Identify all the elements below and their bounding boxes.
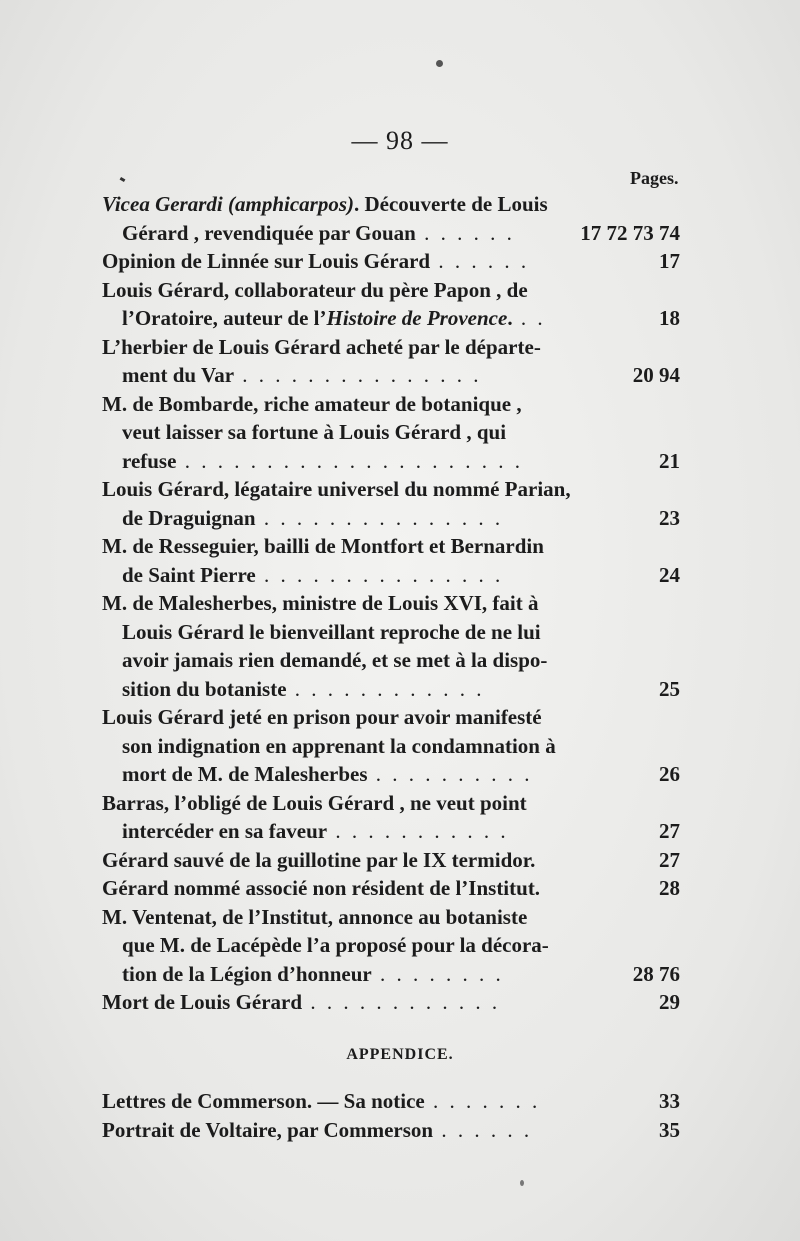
- entry-text: mort de M. de Malesherbes: [122, 762, 368, 786]
- entry-line: [102, 390, 680, 419]
- entry-text: Gérard nommé associé non résident de l’Institut.: [102, 876, 541, 900]
- dot-leader: . . . . . . . . . .: [367, 762, 533, 786]
- entry-line: [102, 789, 680, 818]
- dot-leader: . . . . . .: [433, 1117, 533, 1142]
- entry-line: [102, 1116, 680, 1145]
- entry-italic-text: Vicea Gerardi (amphicarpos): [102, 192, 354, 216]
- page-reference: 21: [659, 448, 680, 473]
- toc-entry: [102, 903, 680, 989]
- entry-text: l’Oratoire, auteur de l’: [122, 306, 327, 330]
- entry-text: Louis Gérard jeté en prison pour avoir manifesté: [102, 705, 542, 729]
- dot-leader: . . . . . .: [430, 249, 530, 273]
- ink-spot: [436, 60, 443, 67]
- toc-entry: [102, 874, 680, 903]
- entry-text: avoir jamais rien demandé, et se met à la dispo-: [122, 648, 548, 672]
- dot-leader: . . . . . . . .: [371, 961, 504, 986]
- entry-text: L’herbier de Louis Gérard acheté par le départe-: [102, 334, 541, 359]
- entry-line: [102, 190, 680, 219]
- page-reference: 26: [659, 762, 680, 786]
- dot-leader: . . . . . . . . . . . .: [302, 990, 501, 1014]
- dot-leader: . . . . . . . . . . .: [327, 819, 509, 843]
- toc-entry: [102, 1087, 680, 1116]
- entry-line: [102, 703, 680, 732]
- entry-italic-text: Histoire de Provence: [326, 306, 508, 330]
- entry-text: que M. de Lacépède l’a proposé pour la décora-: [122, 933, 549, 957]
- entry-text: sition du botaniste: [122, 676, 287, 701]
- toc-entry: [102, 190, 680, 247]
- entry-text: M. Ventenat, de l’Institut, annonce au botaniste: [102, 904, 528, 929]
- entry-text: Barras, l’obligé de Louis Gérard , ne veut point: [102, 790, 527, 815]
- dot-leader: . . . . . . .: [424, 1089, 541, 1113]
- entry-text: Louis Gérard, collaborateur du père Papon , de: [102, 277, 528, 302]
- page-reference: 29: [659, 990, 680, 1014]
- toc-entry: [102, 276, 680, 333]
- entry-text: veut laisser sa fortune à Louis Gérard , qui: [122, 420, 507, 444]
- dot-leader: . .: [512, 306, 546, 330]
- entry-text: . Découverte de Louis: [354, 192, 548, 216]
- entry-text: intercéder en sa faveur: [122, 819, 328, 843]
- entry-line: [102, 561, 680, 590]
- dot-leader: . . . . . . . . . . . . . . .: [255, 562, 504, 587]
- entry-line: [102, 618, 680, 647]
- entry-text: M. de Bombarde, riche amateur de botanique ,: [102, 391, 522, 416]
- toc-entry: [102, 988, 680, 1017]
- entry-line: [102, 333, 680, 362]
- entry-text: Portrait de Voltaire, par Commerson: [102, 1117, 434, 1142]
- entry-line: [102, 532, 680, 561]
- entry-line: [102, 874, 680, 903]
- toc-entry: [102, 789, 680, 846]
- page-reference: 23: [659, 505, 680, 530]
- page-reference: 24: [659, 562, 680, 587]
- entry-text: de Draguignan: [122, 505, 256, 530]
- entry-text: Gérard , revendiquée par Gouan: [122, 220, 416, 245]
- entry-text: Mort de Louis Gérard: [102, 990, 303, 1014]
- entry-line: [102, 846, 680, 875]
- entry-text: M. de Malesherbes, ministre de Louis XVI, fait à: [102, 591, 539, 615]
- entry-text: Gérard sauvé de la guillotine par le IX termidor.: [102, 847, 536, 872]
- appendix-contents: [102, 1087, 680, 1144]
- page-reference: 27: [659, 819, 680, 843]
- page-reference: 28: [659, 876, 680, 900]
- page-reference: 17 72 73 74: [580, 220, 680, 245]
- entry-line: [102, 276, 680, 305]
- entry-line: [102, 1087, 680, 1116]
- table-of-contents: [102, 190, 680, 1017]
- entry-line: [102, 418, 680, 447]
- entry-text: Opinion de Linnée sur Louis Gérard: [102, 249, 431, 273]
- page-reference: 25: [659, 676, 680, 701]
- ink-mark: [120, 177, 126, 182]
- pages-column-header: Pages.: [630, 168, 679, 188]
- entry-line: [102, 988, 680, 1017]
- toc-entry: [102, 703, 680, 789]
- toc-entry: [102, 333, 680, 390]
- entry-line: [102, 675, 680, 704]
- toc-entry: [102, 247, 680, 276]
- entry-text: Louis Gérard, légataire universel du nommé Parian,: [102, 477, 571, 501]
- entry-line: [102, 589, 680, 618]
- entry-line: [102, 817, 680, 846]
- page-number: — 98 —: [351, 126, 449, 155]
- dot-leader: . . . . . . . . . . . .: [286, 676, 485, 701]
- entry-text: son indignation en apprenant la condamnation à: [122, 733, 556, 758]
- entry-text: M. de Resseguier, bailli de Montfort et Bernardin: [102, 534, 544, 558]
- dot-leader: . . . . . . . . . . . . . . . . . . . . .: [176, 448, 523, 473]
- page-reference: 17: [659, 249, 680, 273]
- page-reference: 27: [659, 847, 680, 872]
- entry-line: [102, 304, 680, 333]
- toc-entry: [102, 532, 680, 589]
- dot-leader: . . . . . . . . . . . . . . .: [234, 363, 482, 387]
- entry-text: ment du Var: [122, 363, 235, 387]
- dot-leader: . . . . . .: [415, 220, 515, 245]
- entry-line: [102, 732, 680, 761]
- page-reference: 35: [659, 1117, 680, 1142]
- toc-entry: [102, 846, 680, 875]
- entry-line: [102, 504, 680, 533]
- toc-entry: [102, 1116, 680, 1145]
- entry-text: refuse: [122, 448, 177, 473]
- entry-text: de Saint Pierre: [122, 562, 256, 587]
- page-reference: 33: [659, 1089, 680, 1113]
- entry-line: [102, 903, 680, 932]
- page-reference: 28 76: [632, 961, 680, 986]
- entry-line: [102, 646, 680, 675]
- page-reference: 20 94: [632, 363, 680, 387]
- entry-line: [102, 931, 680, 960]
- toc-entry: [102, 390, 680, 476]
- entry-text: Louis Gérard le bienveillant reproche de ne lui: [122, 619, 541, 644]
- entry-line: [102, 247, 680, 276]
- entry-line: [102, 475, 680, 504]
- entry-line: [102, 760, 680, 789]
- toc-entry: [102, 589, 680, 703]
- entry-line: [102, 361, 680, 390]
- dot-leader: . . . . . . . . . . . . . . .: [255, 505, 504, 530]
- entry-line: [102, 447, 680, 476]
- toc-entry: [102, 475, 680, 532]
- appendix-heading: APPENDICE.: [346, 1046, 454, 1063]
- entry-text: .: [507, 306, 513, 330]
- entry-text: Lettres de Commerson. — Sa notice: [102, 1089, 425, 1113]
- entry-text: tion de la Légion d’honneur: [122, 961, 372, 986]
- entry-line: [102, 960, 680, 989]
- page-reference: 18: [659, 306, 680, 330]
- ink-spot: [520, 1180, 524, 1186]
